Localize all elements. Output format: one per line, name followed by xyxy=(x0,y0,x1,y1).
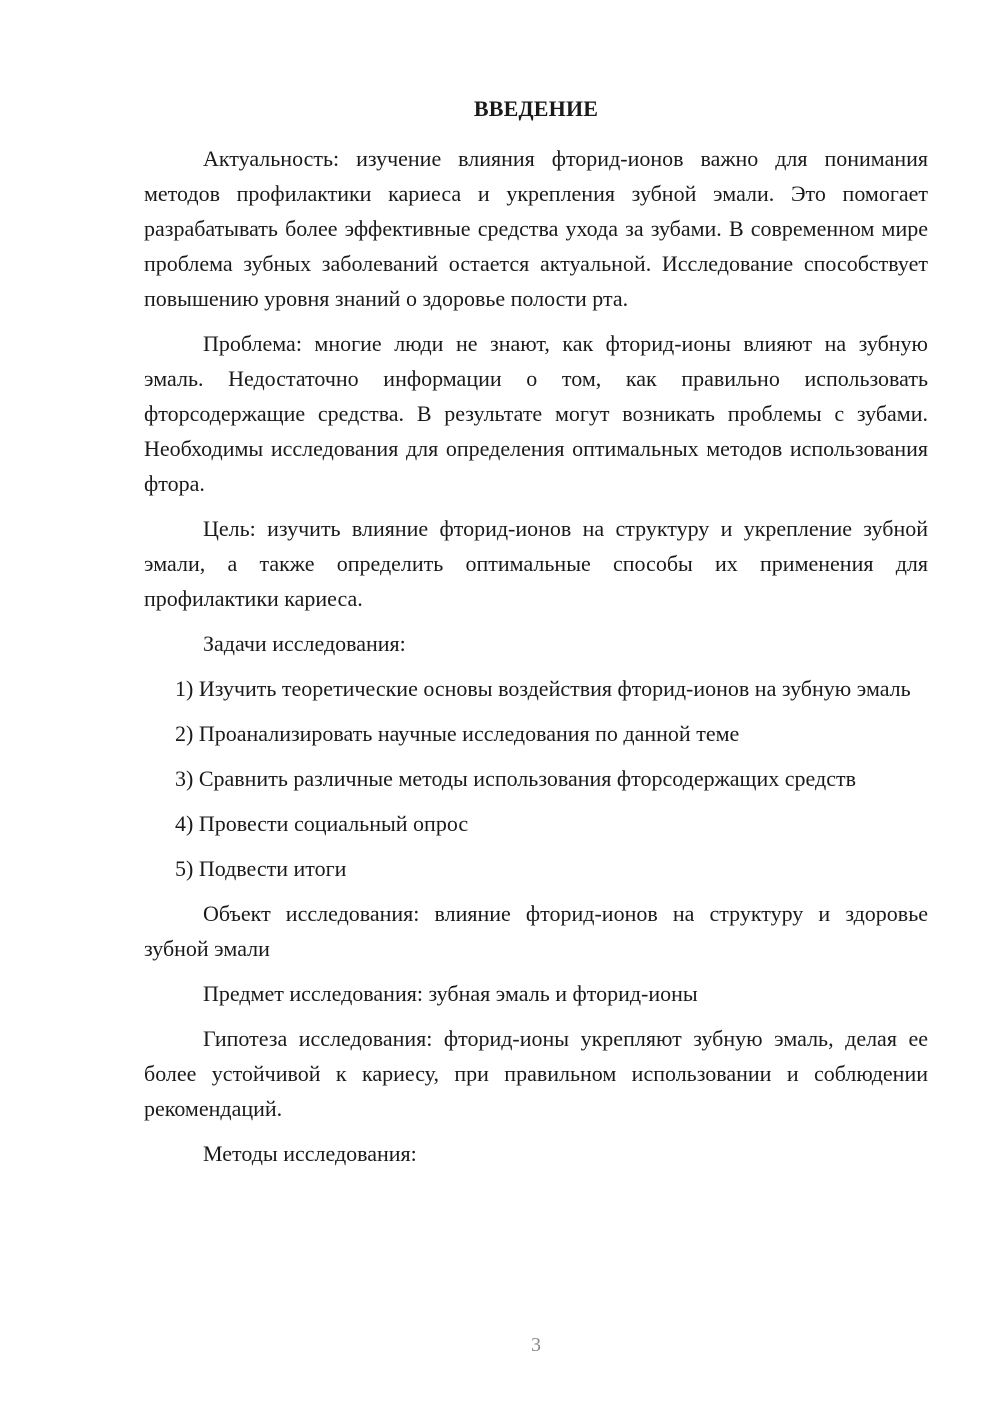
task-item-1: 1) Изучить теоретические основы воздействия фторид-ионов на зубную эмаль xyxy=(175,676,911,701)
subject-paragraph: Предмет исследования: зубная эмаль и фторид-ионы xyxy=(203,981,698,1006)
problem-paragraph: Проблема: многие люди не знают, как фторид-ионы влияют на зубную эмаль. Недостаточно информации о том, как правильно использовать фторсодержащие средства. В результате могут возникать проблемы с зубами. Необходимы исследования для определения оптимальных методов использования фтора. xyxy=(144,331,928,496)
object-paragraph: Объект исследования: влияние фторид-ионов на структуру и здоровье зубной эмали xyxy=(144,901,928,961)
task-item-5: 5) Подвести итоги xyxy=(175,856,347,881)
hypothesis-paragraph: Гипотеза исследования: фторид-ионы укрепляют зубную эмаль, делая ее более устойчивой к кариесу, при правильном использовании и соблюдении рекомендаций. xyxy=(144,1026,928,1121)
methods-heading: Методы исследования: xyxy=(203,1141,417,1166)
task-item-3: 3) Сравнить различные методы использования фторсодержащих средств xyxy=(175,766,856,791)
page-title: ВВЕДЕНИЕ xyxy=(473,96,599,121)
page-number: 3 xyxy=(531,1334,541,1356)
relevance-paragraph: Актуальность: изучение влияния фторид-ионов важно для понимания методов профилактики кариеса и укрепления зубной эмали. Это помогает разрабатывать более эффективные средства ухода за зубами. В современном мире проблема зубных заболеваний остается актуальной. Исследование способствует повышению уровня знаний о здоровье полости рта. xyxy=(144,146,928,311)
page-body xyxy=(144,92,928,1171)
task-item-2: 2) Проанализировать научные исследования по данной теме xyxy=(175,721,740,746)
task-item-4: 4) Провести социальный опрос xyxy=(175,811,469,836)
tasks-heading: Задачи исследования: xyxy=(203,631,406,656)
goal-paragraph: Цель: изучить влияние фторид-ионов на структуру и укрепление зубной эмали, а также определить оптимальные способы их применения для профилактики кариеса. xyxy=(144,516,928,611)
